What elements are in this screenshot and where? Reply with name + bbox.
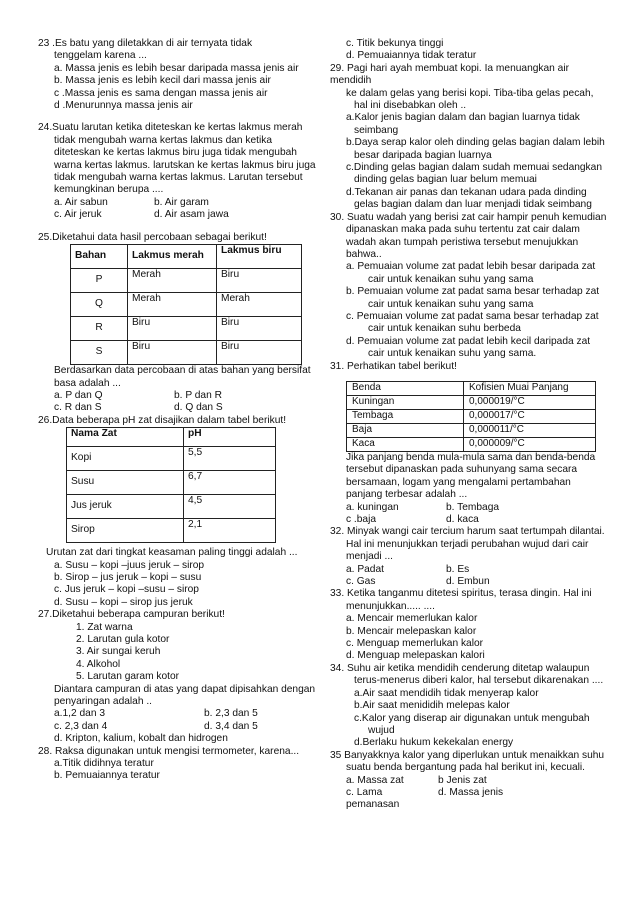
q24-option-a: a. Air sabun	[54, 196, 108, 208]
q33-option-c: c. Menguap memerlukan kalor	[346, 638, 484, 650]
q30-option-b: b. Pemuaian volume zat padat sama besar terhadap zat	[346, 286, 600, 298]
table-row	[71, 269, 302, 293]
q27-item: 3. Air sungai keruh	[76, 646, 161, 658]
q26-option-a: a. Susu – kopi –juus jeruk – sirop	[54, 559, 205, 571]
table-cell: Baja	[347, 423, 464, 437]
table-cell: R	[71, 317, 128, 341]
question-26	[38, 415, 318, 609]
q27-option-extra: d. Kripton, kalium, kobalt dan hidrogen	[54, 733, 228, 745]
table-header: Benda	[347, 381, 464, 395]
q30-stem: 30. Suatu wadah yang berisi zat cair hampir penuh kemudian	[330, 211, 607, 223]
table-row	[71, 293, 302, 317]
table-cell: 0,000011/°C	[464, 423, 596, 437]
table-row	[71, 341, 302, 365]
q34-stem: 34. Suhu air ketika mendidih cenderung ditetap walaupun	[330, 662, 590, 674]
question-34	[330, 663, 612, 750]
table-row	[67, 519, 276, 543]
q35-stem: suatu benda bergantung pada hal berikut ini, kecuali.	[346, 762, 586, 774]
question-35	[330, 750, 612, 812]
table-cell: Kaca	[347, 437, 464, 451]
q34-option-a: a.Air saat mendidih tidak menyerap kalor	[354, 687, 539, 699]
left-column	[38, 38, 318, 783]
table-row	[67, 495, 276, 519]
q30-option-d: d. Pemuaian volume zat padat lebih kecil daripada zat	[346, 335, 591, 347]
table-row	[347, 437, 596, 451]
table-cell: 5,5	[184, 447, 276, 471]
q32-option-d: d. Embun	[446, 576, 490, 588]
q27-item: 4. Alkohol	[76, 658, 121, 670]
table-cell: Sirop	[67, 519, 184, 543]
right-column	[330, 38, 612, 812]
q30-option-b: cair untuk kenaikan suhu yang sama	[368, 298, 534, 310]
table-cell: Jus jeruk	[67, 495, 184, 519]
q28-option-b: b. Pemuaiannya teratur	[54, 770, 160, 782]
table-cell: 4,5	[184, 495, 276, 519]
q29-option-c: dinding gelas bagian luar belum memuai	[354, 174, 537, 186]
q26-table	[66, 427, 276, 543]
table-row	[67, 447, 276, 471]
q23-stem: tenggelam karena ...	[54, 50, 147, 62]
q31-text: tersebut dipanaskan pada suhunyang sama secara	[346, 464, 578, 476]
q26-option-d: d. Susu – kopi – sirop jus jeruk	[54, 596, 193, 608]
q28-option-a: a.Titik didihnya teratur	[54, 758, 154, 770]
q25-stem: 25.Diketahui data hasil percobaan sebagai berikut!	[38, 231, 267, 243]
q24-stem: warna kertas lakmus. larutskan ke kertas lakmus biru juga	[54, 159, 316, 171]
q27-text: penyaringan adalah ..	[54, 696, 152, 707]
table-header: pH	[184, 428, 276, 447]
q30-stem: dipanaskan maka pada suhu tertentu zat cair dalam	[346, 224, 580, 236]
q26-option-b: b. Sirop – jus jeruk – kopi – susu	[54, 571, 202, 583]
q34-option-b: b.Air saat menididih melepas kalor	[354, 700, 510, 712]
table-header: Lakmus biru	[217, 245, 302, 269]
table-cell: Q	[71, 293, 128, 317]
table-cell: Susu	[67, 471, 184, 495]
question-31	[330, 361, 612, 527]
table-cell: Biru	[217, 317, 302, 341]
q25-option-c: c. R dan S	[54, 402, 102, 414]
q28-option-c: c. Titik bekunya tinggi	[346, 38, 444, 49]
q29-option-d: gelas bagian dalam dan luar menjadi tidak seimbang	[354, 199, 592, 211]
q31-text: panjang terbesar adalah ...	[346, 489, 468, 501]
question-32	[330, 526, 612, 588]
table-header: Kofisien Muai Panjang	[464, 381, 596, 395]
table-cell: 2,1	[184, 519, 276, 543]
table-cell: Kuningan	[347, 395, 464, 409]
q32-option-a: a. Padat	[346, 563, 384, 575]
q31-option-a: a. kuningan	[346, 501, 399, 513]
q31-option-d: d. kaca	[446, 514, 479, 525]
q29-option-a: seimbang	[354, 124, 399, 136]
table-header: Nama Zat	[67, 428, 184, 447]
q29-stem: ke dalam gelas yang berisi kopi. Tiba-tiba gelas pecah,	[346, 87, 594, 99]
q25-option-d: d. Q dan S	[174, 402, 223, 414]
q25-text: basa adalah ...	[54, 377, 121, 389]
q33-stem: 33. Ketika tanganmu ditetesi spiritus, terasa dingin. Hal ini	[330, 588, 592, 600]
q32-option-c: c. Gas	[346, 576, 376, 588]
table-cell: Merah	[217, 293, 302, 317]
question-30	[330, 212, 612, 361]
q28-stem: 28. Raksa digunakan untuk mengisi termometer, karena...	[38, 745, 300, 757]
question-24	[38, 122, 318, 221]
q25-option-b: b. P dan R	[174, 389, 222, 401]
q29-option-c: c.Dinding gelas bagian dalam sudah memuai sedangkan	[346, 162, 602, 174]
q23-option-c: c .Massa jenis es sama dengan massa jenis air	[54, 87, 268, 99]
table-row	[67, 471, 276, 495]
q24-stem: tidak mengubah warna kertas lakmus dan ketika	[54, 134, 273, 146]
q29-stem: hal ini disebabkan oleh ..	[354, 100, 467, 112]
table-cell: 6,7	[184, 471, 276, 495]
q27-option-d: d. 3,4 dan 5	[204, 720, 258, 732]
question-25	[38, 232, 318, 415]
q24-option-b: b. Air garam	[154, 196, 209, 208]
q34-stem: terus-menerus diberi kalor, hal tersebut dikarenakan ....	[354, 675, 604, 687]
q35-option-b: b Jenis zat	[438, 774, 487, 786]
table-cell: Biru	[128, 317, 217, 341]
q35-stem: 35 Banyakknya kalor yang diperlukan untuk menaikkan suhu	[330, 749, 605, 761]
q23-stem: 23 .Es batu yang diletakkan di air ternyata tidak	[38, 38, 253, 49]
q31-text: bersamaan, logam yang mengalami pertambahan	[346, 476, 571, 488]
table-cell: 0,000009/°C	[464, 437, 596, 451]
q34-option-c: wujud	[368, 724, 395, 736]
table-cell: S	[71, 341, 128, 365]
q31-option-c: c .baja	[346, 514, 377, 525]
table-row	[347, 395, 596, 409]
q30-option-a: a. Pemuaian volume zat padat lebih besar daripada zat	[346, 261, 596, 273]
q32-stem: 32. Minyak wangi cair tercium harum saat tertumpah dilantai.	[330, 526, 605, 538]
q33-stem: menunjukkan..... ....	[346, 600, 435, 612]
q33-option-b: b. Mencair melepaskan kalor	[346, 625, 477, 637]
q29-option-b: b.Daya serap kalor oleh dinding gelas bagian dalam lebih	[346, 137, 605, 149]
q23-option-a: a. Massa jenis es lebih besar daripada massa jenis air	[54, 62, 299, 74]
q27-item: 2. Larutan gula kotor	[76, 633, 170, 645]
table-cell: Biru	[128, 341, 217, 365]
question-28	[38, 746, 318, 783]
question-23	[38, 38, 318, 112]
table-header: Bahan	[71, 245, 128, 269]
q24-option-d: d. Air asam jawa	[154, 209, 229, 221]
q31-stem: 31. Perhatikan tabel berikut!	[330, 360, 457, 372]
q31-option-b: b. Tembaga	[446, 501, 500, 513]
table-row	[71, 317, 302, 341]
question-29	[330, 63, 612, 212]
q29-option-b: besar daripada bagian luarnya	[354, 149, 492, 161]
table-header: Lakmus merah	[128, 245, 217, 269]
q32-option-b: b. Es	[446, 563, 470, 575]
table-cell: Kopi	[67, 447, 184, 471]
q26-text: Urutan zat dari tingkat keasaman paling tinggi adalah ...	[46, 547, 298, 559]
q24-stem: tidak mengubah warna kertas lakmus. Larutan tersebut	[54, 172, 303, 184]
q24-option-c: c. Air jeruk	[54, 209, 102, 221]
q25-option-a: a. P dan Q	[54, 389, 103, 401]
q30-stem: bahwa..	[346, 248, 382, 260]
table-cell: Merah	[128, 293, 217, 317]
q24-stem: 24.Suatu larutan ketika diteteskan ke kertas lakmus merah	[38, 122, 303, 134]
q27-item: 5. Larutan garam kotor	[76, 671, 180, 683]
q27-option-a: a.1,2 dan 3	[54, 708, 105, 720]
q27-option-c: c. 2,3 dan 4	[54, 720, 108, 732]
table-row	[347, 409, 596, 423]
q26-stem: 26.Data beberapa pH zat disajikan dalam tabel berikut!	[38, 414, 287, 426]
q25-text: Berdasarkan data percobaan di atas bahan yang bersifat	[54, 365, 311, 377]
q27-stem: 27.Diketahui beberapa campuran berikut!	[38, 609, 225, 621]
q35-option-a: a. Massa zat	[346, 774, 404, 786]
q30-option-a: cair untuk kenaikan suhu yang sama	[368, 273, 534, 285]
q24-stem: kemungkinan berupa ....	[54, 184, 164, 196]
table-cell: Tembaga	[347, 409, 464, 423]
q30-option-c: c. Pemuaian volume zat padat sama besar terhadap zat	[346, 310, 599, 322]
q28-option-d: d. Pemuaiannya tidak teratur	[346, 50, 477, 62]
q32-stem: Hal ini menunjukkan terjadi perubahan wujud dari cair	[346, 538, 589, 550]
q31-table	[346, 381, 596, 452]
q23-option-b: b. Massa jenis es lebih kecil dari massa jenis air	[54, 75, 271, 87]
q31-text: Jika panjang benda mula-mula sama dan benda-benda	[346, 451, 596, 463]
q35-option-d: d. Massa jenis	[438, 786, 504, 798]
q24-stem: diteteskan ke kertas lakmus biru juga tidak mengubah	[54, 147, 297, 159]
q33-option-a: a. Mencair memerlukan kalor	[346, 613, 478, 625]
q35-option-c: c. Lama pemanasan	[346, 786, 400, 811]
q33-option-d: d. Menguap melepaskan kalori	[346, 650, 485, 662]
table-cell: Biru	[217, 341, 302, 365]
q30-option-c: cair untuk kenaikan suhu berbeda	[368, 323, 521, 335]
q32-stem: menjadi ...	[346, 551, 393, 563]
table-cell: Biru	[217, 269, 302, 293]
q30-option-d: cair untuk kenaikan suhu yang sama.	[368, 348, 537, 360]
q27-item: 1. Zat warna	[76, 621, 133, 633]
q29-stem: 29. Pagi hari ayah membuat kopi. Ia menuangkan air mendidih	[330, 62, 569, 87]
question-27	[38, 609, 318, 745]
q27-text: Diantara campuran di atas yang dapat dipisahkan dengan	[54, 683, 316, 695]
question-28-cont	[330, 38, 612, 63]
table-row	[347, 423, 596, 437]
question-33	[330, 588, 612, 662]
table-cell: Merah	[128, 269, 217, 293]
q29-option-a: a.Kalor jenis bagian dalam dan bagian luarnya tidak	[346, 112, 580, 124]
q30-stem: wadah akan tumpah peristiwa tersebut menujukkan	[346, 236, 579, 248]
q34-option-d: d.Berlaku hukum kekekalan energy	[354, 737, 514, 749]
q27-option-b: b. 2,3 dan 5	[204, 708, 258, 720]
table-cell: P	[71, 269, 128, 293]
q29-option-d: d.Tekanan air panas dan tekanan udara pada dinding	[346, 186, 587, 198]
q26-option-c: c. Jus jeruk – kopi –susu – sirop	[54, 584, 199, 596]
q25-table	[70, 244, 302, 365]
table-cell: 0,000017/°C	[464, 409, 596, 423]
q23-option-d: d .Menurunnya massa jenis air	[54, 100, 193, 112]
table-cell: 0,000019/°C	[464, 395, 596, 409]
q34-option-c: c.Kalor yang diserap air digunakan untuk mengubah	[354, 712, 590, 724]
